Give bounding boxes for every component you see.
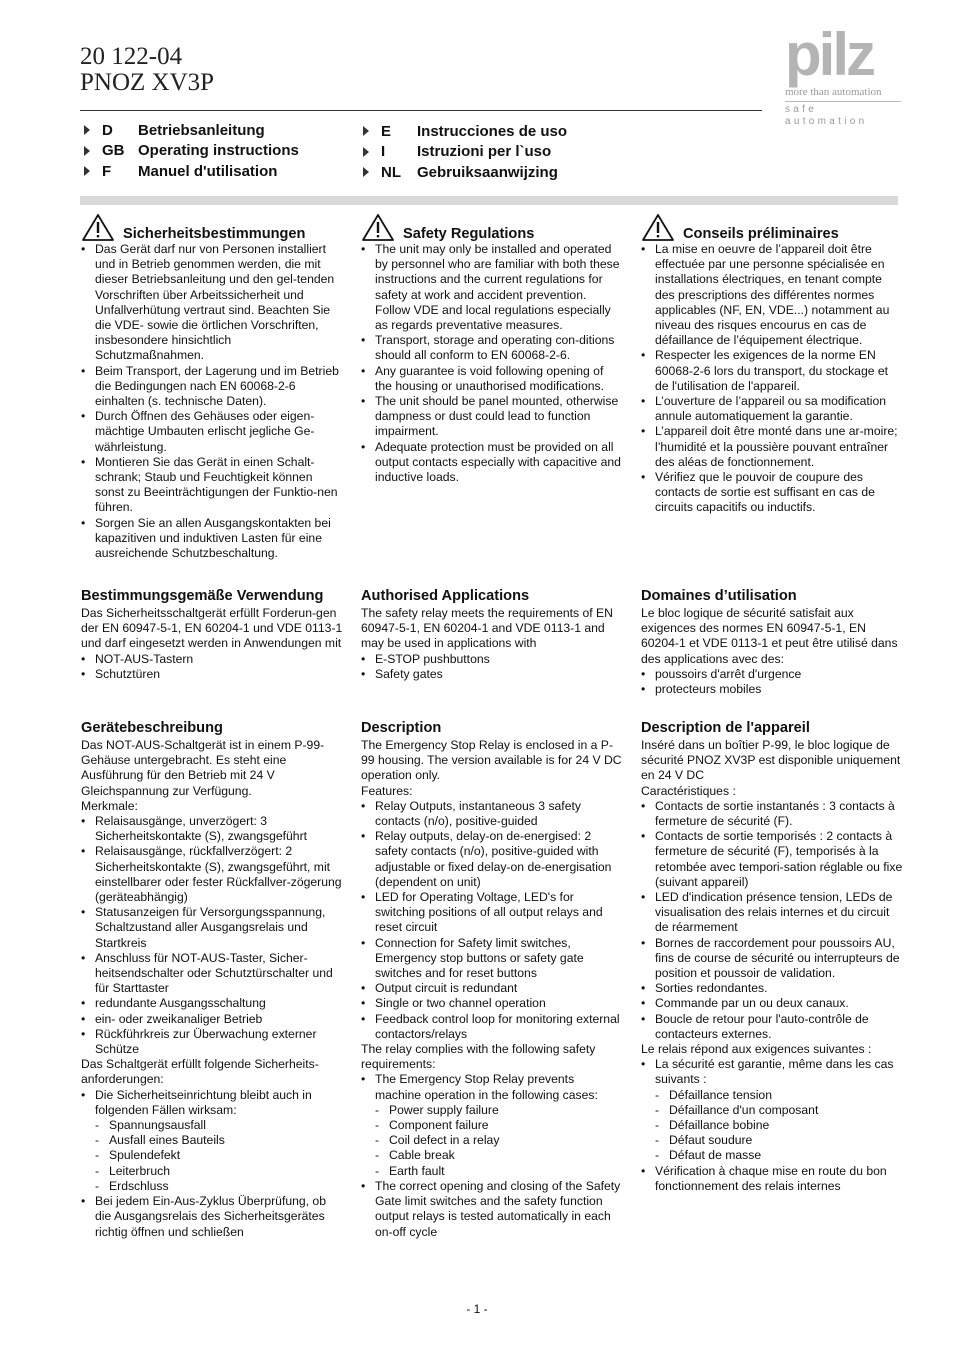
features-list (361, 799, 623, 1042)
list-item: • Vérification à chaque mise en route du bon fonctionnement des relais internes (641, 1164, 903, 1194)
list-item: • L’ouverture de l’appareil ou sa modification annule automatiquement la garantie. (641, 394, 903, 424)
list-item: - Power supply failure (375, 1103, 623, 1118)
description-section-fr (641, 719, 903, 1194)
list-item: • Bornes de raccordement pour poussoirs AU, fins de course de sécurité ou interrupteurs de position et poussoir de validation. (641, 936, 903, 982)
list-item: - Défaillance tension (655, 1088, 903, 1103)
section-heading (81, 213, 343, 242)
section-title: Safety Regulations (403, 226, 535, 242)
language-item (84, 161, 299, 182)
applications-section-de (81, 587, 343, 682)
section-intro: Das NOT-AUS-Schaltgerät ist in einem P-99-Gehäuse untergebracht. Es steht eine Ausführung für den Betrieb mit 24 V Gleichspannung zur Verfügung. (81, 738, 325, 798)
triangle-right-icon (84, 125, 90, 135)
list-item: - Défaut soudure (655, 1133, 903, 1148)
features-label: Caractéristiques : (641, 783, 736, 798)
section-title: Gerätebeschreibung (81, 720, 223, 736)
description-section-de (81, 719, 343, 1240)
list-item: • The correct opening and closing of the Safety Gate limit switches and the safety function output relays is tested automatically in each on-off cycle (361, 1179, 623, 1240)
requirements-list (641, 1057, 903, 1194)
list-item: • Single or two channel operation (361, 996, 623, 1011)
list-item: • Feedback control loop for monitoring external contactors/relays (361, 1012, 623, 1042)
safety-list (81, 242, 343, 561)
section-title: Authorised Applications (361, 588, 530, 604)
list-item: • Output circuit is redundant (361, 981, 623, 996)
cases-list (95, 1118, 343, 1194)
list-item: • Montieren Sie das Gerät in einen Schalt-schrank; Staub und Feuchtigkeit können sonst zu Beeinträchtigungen der Funktio-nen führen. (81, 455, 343, 516)
list-item (81, 1088, 343, 1194)
list-item: • Schutztüren (81, 667, 343, 682)
list-item: • Rückführkreis zur Überwachung externer Schütze (81, 1027, 343, 1057)
triangle-right-icon (84, 166, 90, 176)
list-item: • poussoirs d'arrêt d'urgence (641, 667, 903, 682)
warning-icon (641, 213, 675, 242)
requirements-list (361, 1072, 623, 1239)
list-item: • La mise en oeuvre de l’appareil doit être effectuée par une personne spécialisée en installations électriques, en tenant compte des prescriptions des différentes normes applicables (NF, EN, VDE...) notamment au niveau des risques encourus en cas de défaillance de l’équipement électrique. (641, 242, 903, 348)
applications-list (81, 652, 343, 682)
list-item: • Durch Öffnen des Gehäuses oder eigen-mächtige Umbauten erlischt jegliche Ge-währleistung. (81, 409, 343, 455)
header-divider (80, 110, 762, 111)
triangle-right-icon (84, 146, 90, 156)
list-item: - Coil defect in a relay (375, 1133, 623, 1148)
list-item: • Sorties redondantes. (641, 981, 903, 996)
list-item: • Safety gates (361, 667, 623, 682)
section-title: Sicherheitsbestimmungen (123, 226, 306, 242)
section-title: Domaines d’utilisation (641, 588, 797, 604)
language-list-right (363, 121, 567, 183)
list-item: • redundante Ausgangsschaltung (81, 996, 343, 1011)
language-code: NL (381, 163, 401, 181)
list-item: • Connection for Safety limit switches, Emergency stop buttons or safety gate switches and for reset buttons (361, 936, 623, 982)
applications-list (641, 667, 903, 697)
section-title: Description (361, 720, 442, 736)
list-item: • The unit should be panel mounted, otherwise dampness or dust could lead to function impairment. (361, 394, 623, 440)
language-code: GB (102, 142, 125, 160)
section-heading (641, 213, 903, 242)
requirement-text: The Emergency Stop Relay prevents machine operation in the following cases: (375, 1072, 598, 1102)
list-item: • Any guarantee is void following opening of the housing or unauthorised modifications. (361, 364, 623, 394)
list-item: • E-STOP pushbuttons (361, 652, 623, 667)
list-item: • Commande par un ou deux canaux. (641, 996, 903, 1011)
list-item: • Transport, storage and operating con-ditions should all conform to EN 60068-2-6. (361, 333, 623, 363)
section-intro: Das Sicherheitsschaltgerät erfüllt Forderun-gen der EN 60947-5-1, EN 60204-1 und VDE 0113-1 und darf eingesetzt werden in Anwendungen mit (81, 606, 343, 651)
list-item (641, 1057, 903, 1163)
list-item: • Beim Transport, der Lagerung und im Betrieb die Bedingungen nach EN 60068-2-6 einhalten (s. technische Daten). (81, 364, 343, 410)
list-item: • Statusanzeigen für Versorgungsspannung, Schaltzustand aller Ausgangsrelais und Startkreis (81, 905, 343, 951)
document-header (80, 44, 214, 96)
language-label: Gebruiksaanwijzing (417, 163, 558, 181)
list-item: • LED d'indication présence tension, LEDs de visualisation des relais internes et du circuit de réarmement (641, 890, 903, 936)
list-item: - Leiterbruch (95, 1164, 343, 1179)
list-item: - Earth fault (375, 1164, 623, 1179)
list-item: - Ausfall eines Bauteils (95, 1133, 343, 1148)
applications-list (361, 652, 623, 682)
language-label: Operating instructions (138, 142, 299, 160)
language-list-left (84, 120, 299, 182)
list-item: - Défaillance bobine (655, 1118, 903, 1133)
list-item: • Adequate protection must be provided on all output contacts especially with capacitive and inductive loads. (361, 440, 623, 486)
language-label: Instrucciones de uso (417, 122, 568, 140)
requirements-intro: Le relais répond aux exigences suivantes : (641, 1042, 872, 1057)
list-item: - Spulendefekt (95, 1148, 343, 1163)
document-number: 20 122-04 (80, 43, 183, 70)
list-item: • Bei jedem Ein-Aus-Zyklus Überprüfung, ob die Ausgangsrelais des Sicherheitsgerätes richtig öffnen und schließen (81, 1194, 343, 1240)
list-item: • Relay Outputs, instantaneous 3 safety contacts (n/o), positive-guided (361, 799, 623, 829)
description-section-en (361, 719, 623, 1240)
triangle-right-icon (363, 126, 369, 136)
features-list (81, 814, 343, 1057)
section-intro: The safety relay meets the requirements of EN 60947-5-1, EN 60204-1 and VDE 0113-1 and may be used in applications with (361, 606, 613, 651)
features-label: Merkmale: (81, 798, 138, 813)
section-intro: The Emergency Stop Relay is enclosed in a P-99 housing. The version available is for 24 V DC operation only. (361, 738, 622, 783)
requirements-intro: Das Schaltgerät erfüllt folgende Sicherheits-anforderungen: (81, 1057, 319, 1087)
features-list (641, 799, 903, 1042)
pilz-logo (785, 21, 903, 128)
applications-section-fr (641, 587, 903, 697)
product-name: PNOZ XV3P (80, 69, 215, 96)
language-label: Istruzioni per l`uso (417, 143, 552, 161)
requirement-text: Die Sicherheitseinrichtung bleibt auch in folgenden Fällen wirksam: (95, 1087, 312, 1117)
language-item (84, 141, 299, 162)
list-item: • ein- oder zweikanaliger Betrieb (81, 1012, 343, 1027)
language-item (363, 142, 567, 163)
section-title: Conseils préliminaires (683, 226, 839, 242)
cases-list (375, 1103, 623, 1179)
list-item: - Spannungsausfall (95, 1118, 343, 1133)
language-label: Manuel d'utilisation (138, 162, 278, 180)
cases-list (655, 1088, 903, 1164)
section-heading (361, 213, 623, 242)
logo-tagline-primary: more than automation (785, 86, 882, 98)
list-item: • Relaisausgänge, rückfallverzögert: 2 Sicherheitskontakte (S), zwangsgeführt, mit einstellbarer oder fester Rückfallver-zögerung (geräteabhängig) (81, 844, 343, 905)
requirement-text: La sécurité est garantie, même dans les cas suivants : (655, 1057, 894, 1087)
logo-divider (785, 101, 901, 102)
section-intro: Inséré dans un boîtier P-99, le bloc logique de sécurité PNOZ XV3P est disponible uniquement en 24 V DC (641, 738, 901, 783)
language-item (84, 120, 299, 141)
list-item: • Contacts de sortie temporisés : 2 contacts à fermeture de sécurité (F), temporisés à la retombée avec tempori-sation réglable ou fixe (suivant appareil) (641, 829, 903, 890)
language-code: F (102, 162, 112, 180)
list-item: • Boucle de retour pour l'auto-contrôle de contacteurs externes. (641, 1012, 903, 1042)
list-item: • Anschluss für NOT-AUS-Taster, Sicher-heitsendschalter oder Schutztürschalter und für Starttaster (81, 951, 343, 997)
list-item: • Respecter les exigences de la norme EN 60068-2-6 lors du transport, du stockage et de l'utilisation de l'appareil. (641, 348, 903, 394)
list-item: • protecteurs mobiles (641, 682, 903, 697)
section-title: Description de l'appareil (641, 720, 810, 736)
list-item: • Vérifiez que le pouvoir de coupure des contacts de sortie est suffisant en cas de circuits capacitifs ou inductifs. (641, 470, 903, 516)
safety-list (361, 242, 623, 485)
section-title: Bestimmungsgemäße Verwendung (81, 588, 324, 604)
list-item: - Défaut de masse (655, 1148, 903, 1163)
requirements-list (81, 1088, 343, 1240)
warning-icon (361, 213, 395, 242)
safety-section-fr (641, 213, 903, 516)
list-item: • The unit may only be installed and operated by personnel who are familiar with both these instructions and the current regulations for safety at work and accident prevention. Follow VDE and local regulations especially as regards preventative measures. (361, 242, 623, 333)
section-divider-bar (80, 196, 898, 205)
triangle-right-icon (363, 147, 369, 157)
requirements-intro: The relay complies with the following safety requirements: (361, 1042, 596, 1072)
safety-section-de (81, 213, 343, 561)
list-item: • NOT-AUS-Tastern (81, 652, 343, 667)
language-code: E (381, 122, 392, 140)
list-item: - Erdschluss (95, 1179, 343, 1194)
list-item (361, 1072, 623, 1178)
logo-wordmark: pilz (785, 21, 873, 88)
list-item: • Das Gerät darf nur von Personen installiert und in Betrieb genommen werden, die mit dieser Betriebsanleitung und den gel-tenden Vorschriften über Arbeitssicherheit und Unfallverhütung vertraut sind. Beachten Sie die VDE- sowie die örtlichen Vorschriften, insbesondere hinsichtlich Schutzmaßnahmen. (81, 242, 343, 364)
list-item: - Défaillance d'un composant (655, 1103, 903, 1118)
language-item (363, 162, 567, 183)
applications-section-en (361, 587, 623, 682)
features-label: Features: (361, 783, 413, 798)
warning-icon (81, 213, 115, 242)
section-intro: Le bloc logique de sécurité satisfait aux exigences des normes EN 60947-5-1, EN 60204-1 et VDE 0113-1 et peut être utilisé dans des applications avec des: (641, 606, 898, 666)
logo-tagline-secondary: safe automation (785, 104, 868, 127)
triangle-right-icon (363, 167, 369, 177)
list-item: - Cable break (375, 1148, 623, 1163)
language-item (363, 121, 567, 142)
list-item: • Sorgen Sie an allen Ausgangskontakten bei kapazitiven und induktiven Lasten für eine ausreichende Schutzbeschaltung. (81, 516, 343, 562)
safety-list (641, 242, 903, 516)
page-number: - 1 - (466, 1302, 488, 1316)
language-code: I (381, 143, 386, 161)
list-item: • Contacts de sortie instantanés : 3 contacts à fermeture de sécurité (F). (641, 799, 903, 829)
language-label: Betriebsanleitung (138, 121, 265, 139)
list-item: - Component failure (375, 1118, 623, 1133)
safety-section-en (361, 213, 623, 485)
list-item: • L’appareil doit être monté dans une ar-moire; l’humidité et la poussière pouvant entraîner des aléas de fonctionnement. (641, 424, 903, 470)
list-item: • Relaisausgänge, unverzögert: 3 Sicherheitskontakte (S), zwangsgeführt (81, 814, 343, 844)
list-item: • Relay outputs, delay-on de-energised: 2 safety contacts (n/o), positive-guided with adjustable or fixed delay-on de-energisation (dependent on unit) (361, 829, 623, 890)
language-code: D (102, 121, 113, 139)
list-item: • LED for Operating Voltage, LED's for switching positions of all output relays and reset circuit (361, 890, 623, 936)
